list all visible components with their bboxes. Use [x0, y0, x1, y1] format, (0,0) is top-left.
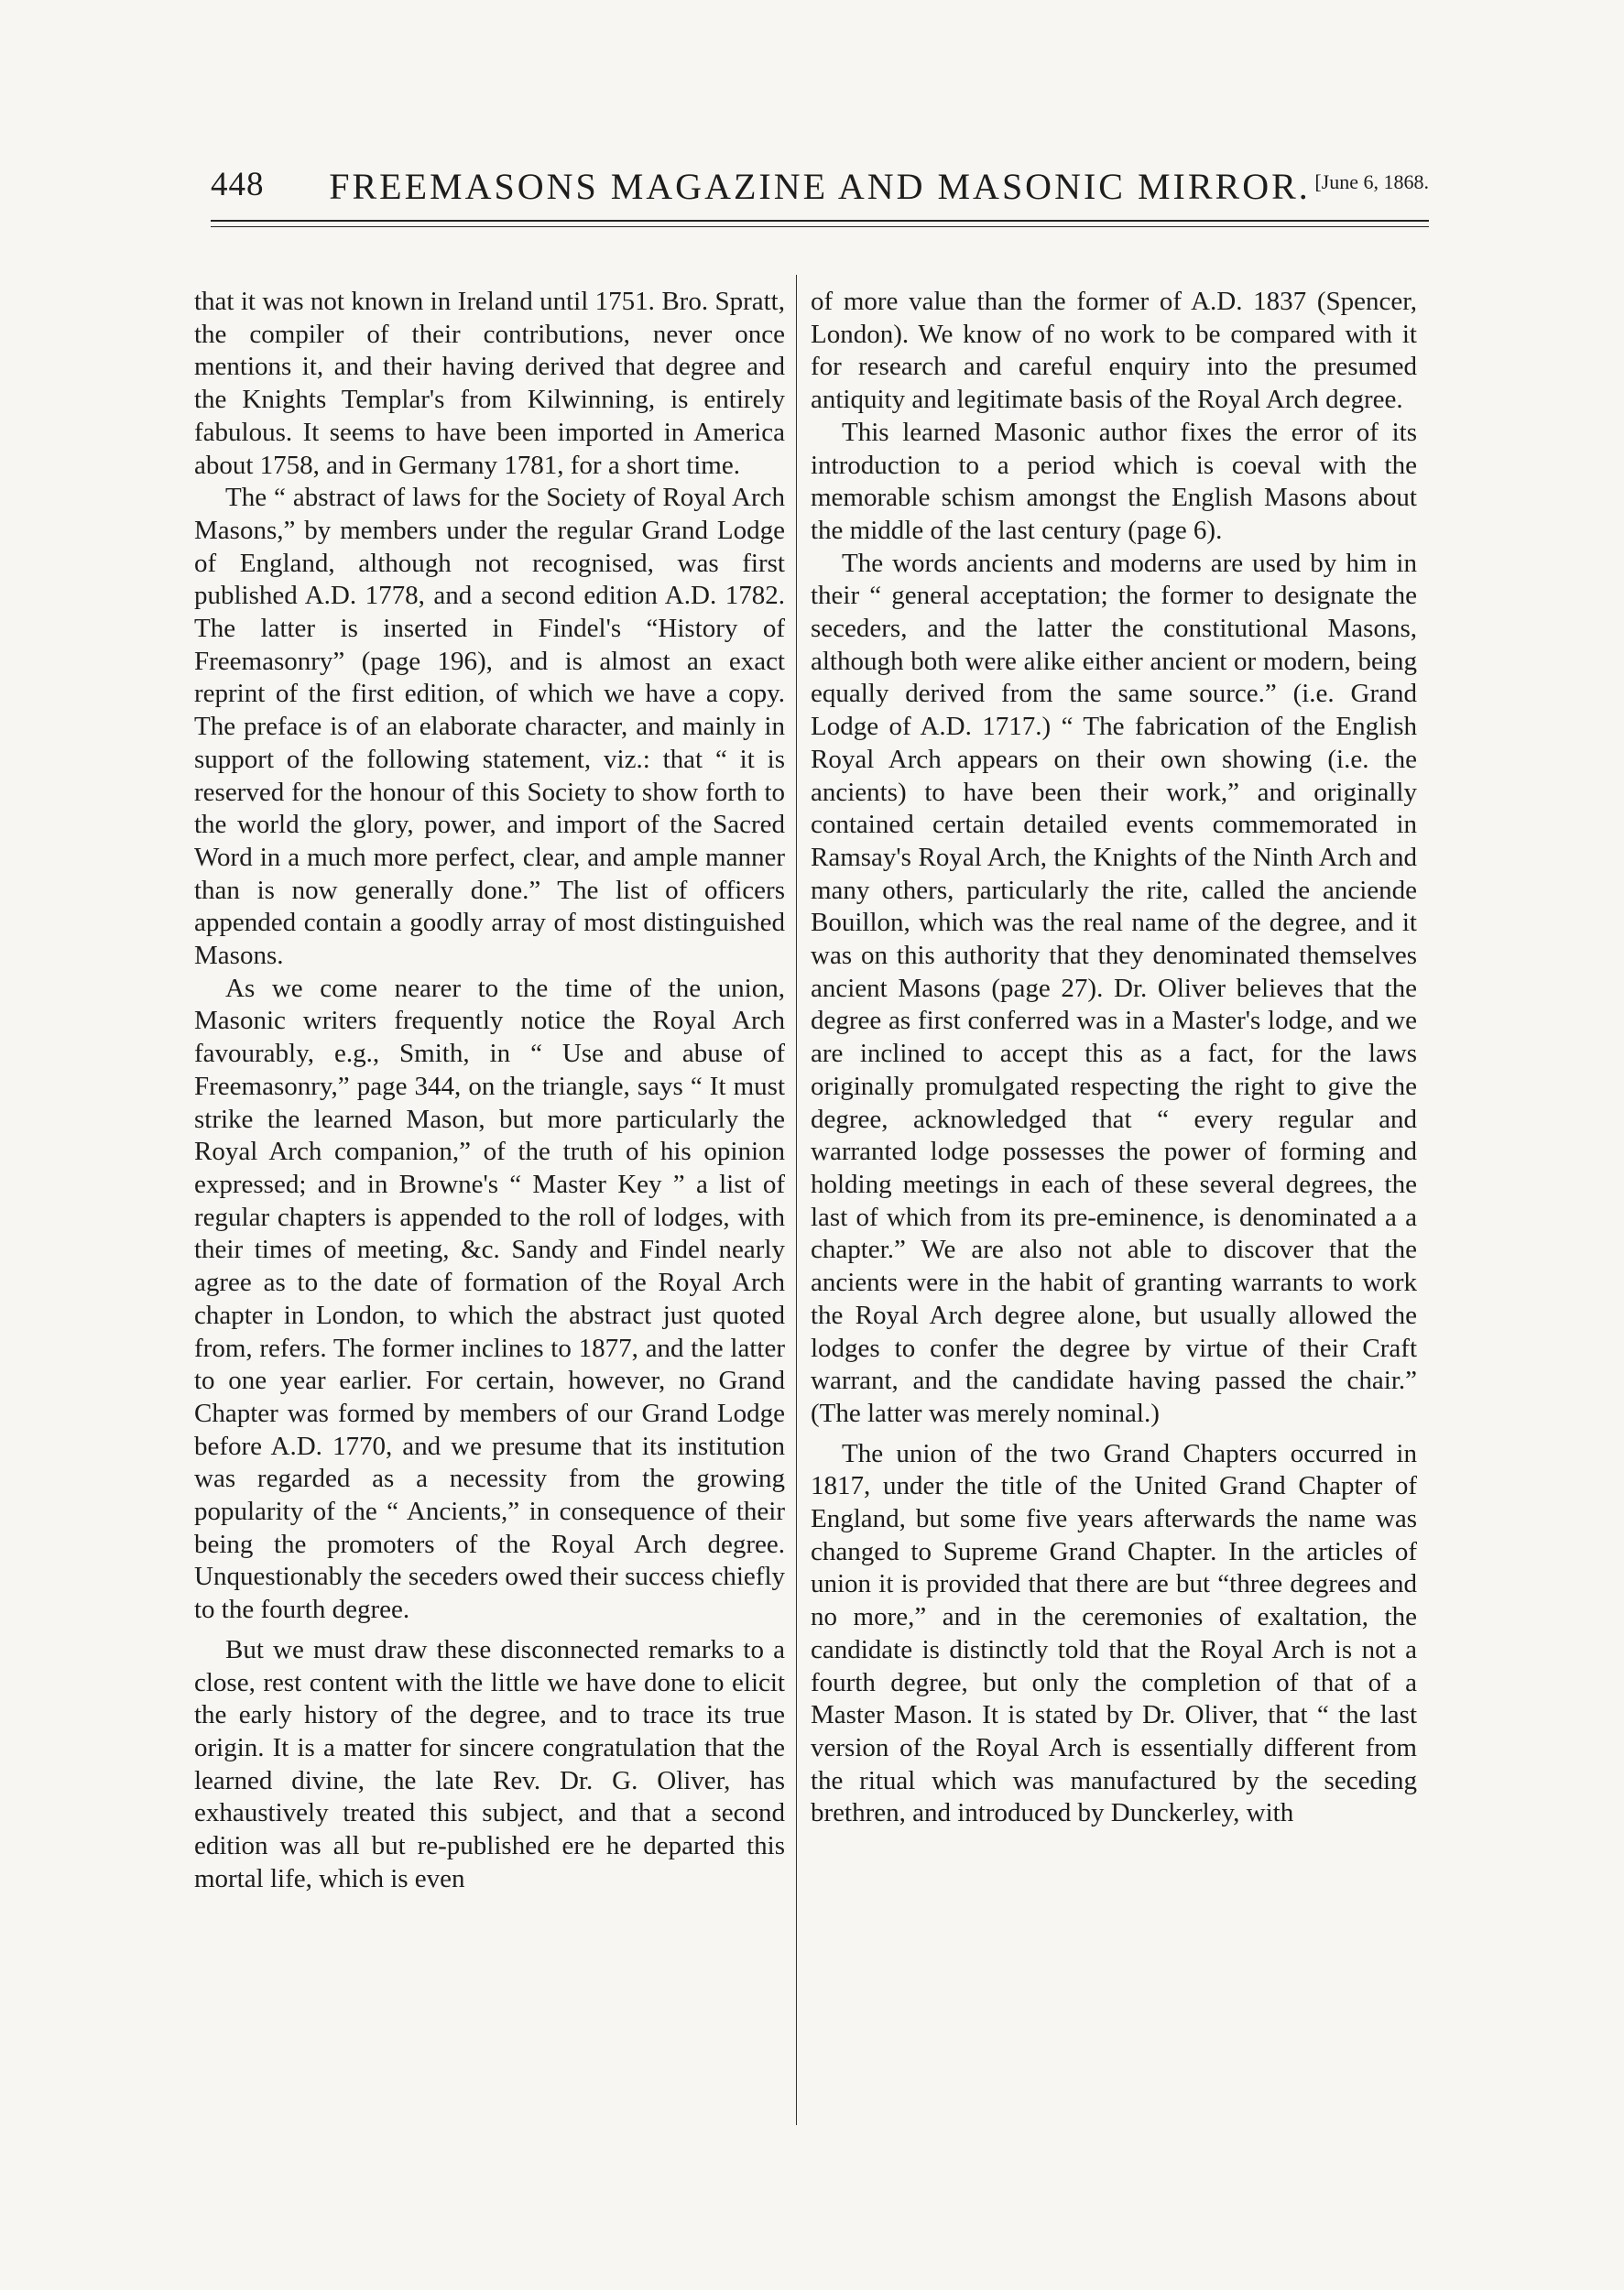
header-rule-thick — [211, 220, 1429, 222]
column-divider — [796, 275, 797, 2125]
paragraph: The words ancients and moderns are used by him in their “ general acceptation; the former to designate the seceders, and the latter the constitutional Masons, although both were alike either ancient or modern, being equally derived from the same source.” (i.e. Grand Lodge of A.D. 1717.) “ The fabrication of the English Royal Arch appears on their own showing (i.e. the ancients) to have been their work,” and originally contained certain detailed events commemorated in Ramsay's Royal Arch, the Knights of the Ninth Arch and many others, particularly the rite, called the anciende Bouillon, which was the real name of the degree, and it was on this authority that they denominated themselves ancient Masons (page 27). Dr. Oliver believes that the degree as first conferred was in a Master's lodge, and we are inclined to accept this as a fact, for the laws originally promulgated respecting the right to give the degree, acknowledged that “ every regular and warranted lodge possesses the power of forming and holding meetings in each of these several degrees, the last of which from its pre-eminence, is denominated a a chapter.” We are also not able to discover that the ancients were in the habit of granting warrants to work the Royal Arch degree alone, but usually allowed the lodges to confer the degree by virtue of their Craft warrant, and the candidate having passed the chair.” (The latter was merely nominal.) — [811, 548, 1417, 1428]
paragraph: As we come nearer to the time of the union, Masonic writers frequently notice the Royal Arch favourably, e.g., Smith, in “ Use and abuse of Freemasonry,” page 344, on the triangle, says “ It must strike the learned Mason, but more particularly the Royal Arch companion,” of the truth of his opinion expressed; and in Browne's “ Master Key ” a list of regular chapters is appended to the roll of lodges, with their times of meeting, &c. Sandy and Findel nearly agree as to the date of formation of the Royal Arch chapter in London, to which the abstract just quoted from, refers. The former inclines to 1877, and the latter to one year earlier. For certain, however, no Grand Chapter was formed by members of our Grand Lodge before A.D. 1770, and we presume that its institution was regarded as a necessity from the growing popularity of the “ Ancients,” in consequence of their being the promoters of the Royal Arch degree. Unquestionably the seceders owed their success chiefly to the fourth degree. — [194, 973, 785, 1625]
header-rule-thin — [211, 226, 1429, 227]
running-title: FREEMASONS MAGAZINE AND MASONIC MIRROR. — [329, 166, 1311, 207]
paragraph: This learned Masonic author fixes the error of its introduction to a period which is coeval with the memorable schism amongst the English Masons about the middle of the last century (page 6). — [811, 417, 1417, 545]
page-header — [211, 137, 1429, 207]
paragraph: of more value than the former of A.D. 1837 (Spencer, London). We know of no work to be compared with it for research and careful enquiry into the presumed antiquity and legitimate basis of the Royal Arch degree. — [811, 287, 1417, 415]
paragraph: The union of the two Grand Chapters occurred in 1817, under the title of the United Grand Chapter of England, but some five years afterwards the name was changed to Supreme Grand Chapter. In the articles of union it is provided that there are but “three degrees and no more,” and in the ceremonies of exaltation, the candidate is distinctly told that the Royal Arch is not a fourth degree, but only the completion of that of a Master Mason. It is stated by Dr. Oliver, that “ the last version of the Royal Arch is essentially different from the ritual which was manufactured by the seceding brethren, and introduced by Dunckerley, with — [811, 1438, 1417, 1828]
page-number: 448 — [211, 166, 265, 203]
paragraph: But we must draw these disconnected remarks to a close, rest content with the little we have done to elicit the early history of the degree, and to trace its true origin. It is a matter for sincere congratulation that the learned divine, the late Rev. Dr. G. Oliver, has exhaustively treated this subject, and that a second edition was all but re-published ere he departed this mortal life, which is even — [194, 1634, 785, 1893]
right-column — [811, 286, 1417, 2164]
paragraph: The “ abstract of laws for the Society of Royal Arch Masons,” by members under the regular Grand Lodge of England, although not recognised, was first published A.D. 1778, and a second edition A.D. 1782. The latter is inserted in Findel's “History of Freemasonry” (page 196), and is almost an exact reprint of the first edition, of which we have a copy. The preface is of an elaborate character, and mainly in support of the following statement, viz.: that “ it is reserved for the honour of this Society to show forth to the world the glory, power, and import of the Sacred Word in a much more perfect, clear, and ample manner than is now generally done.” The list of officers appended contain a goodly array of most distinguished Masons. — [194, 483, 785, 971]
left-column — [194, 286, 785, 2164]
paragraph: that it was not known in Ireland until 1751. Bro. Spratt, the compiler of their contributions, never once mentions it, and their having derived that degree and the Knights Templar's from Kilwinning, is entirely fabulous. It seems to have been imported in America about 1758, and in Germany 1781, for a short time. — [194, 287, 785, 480]
issue-date: [June 6, 1868. — [1314, 170, 1429, 193]
